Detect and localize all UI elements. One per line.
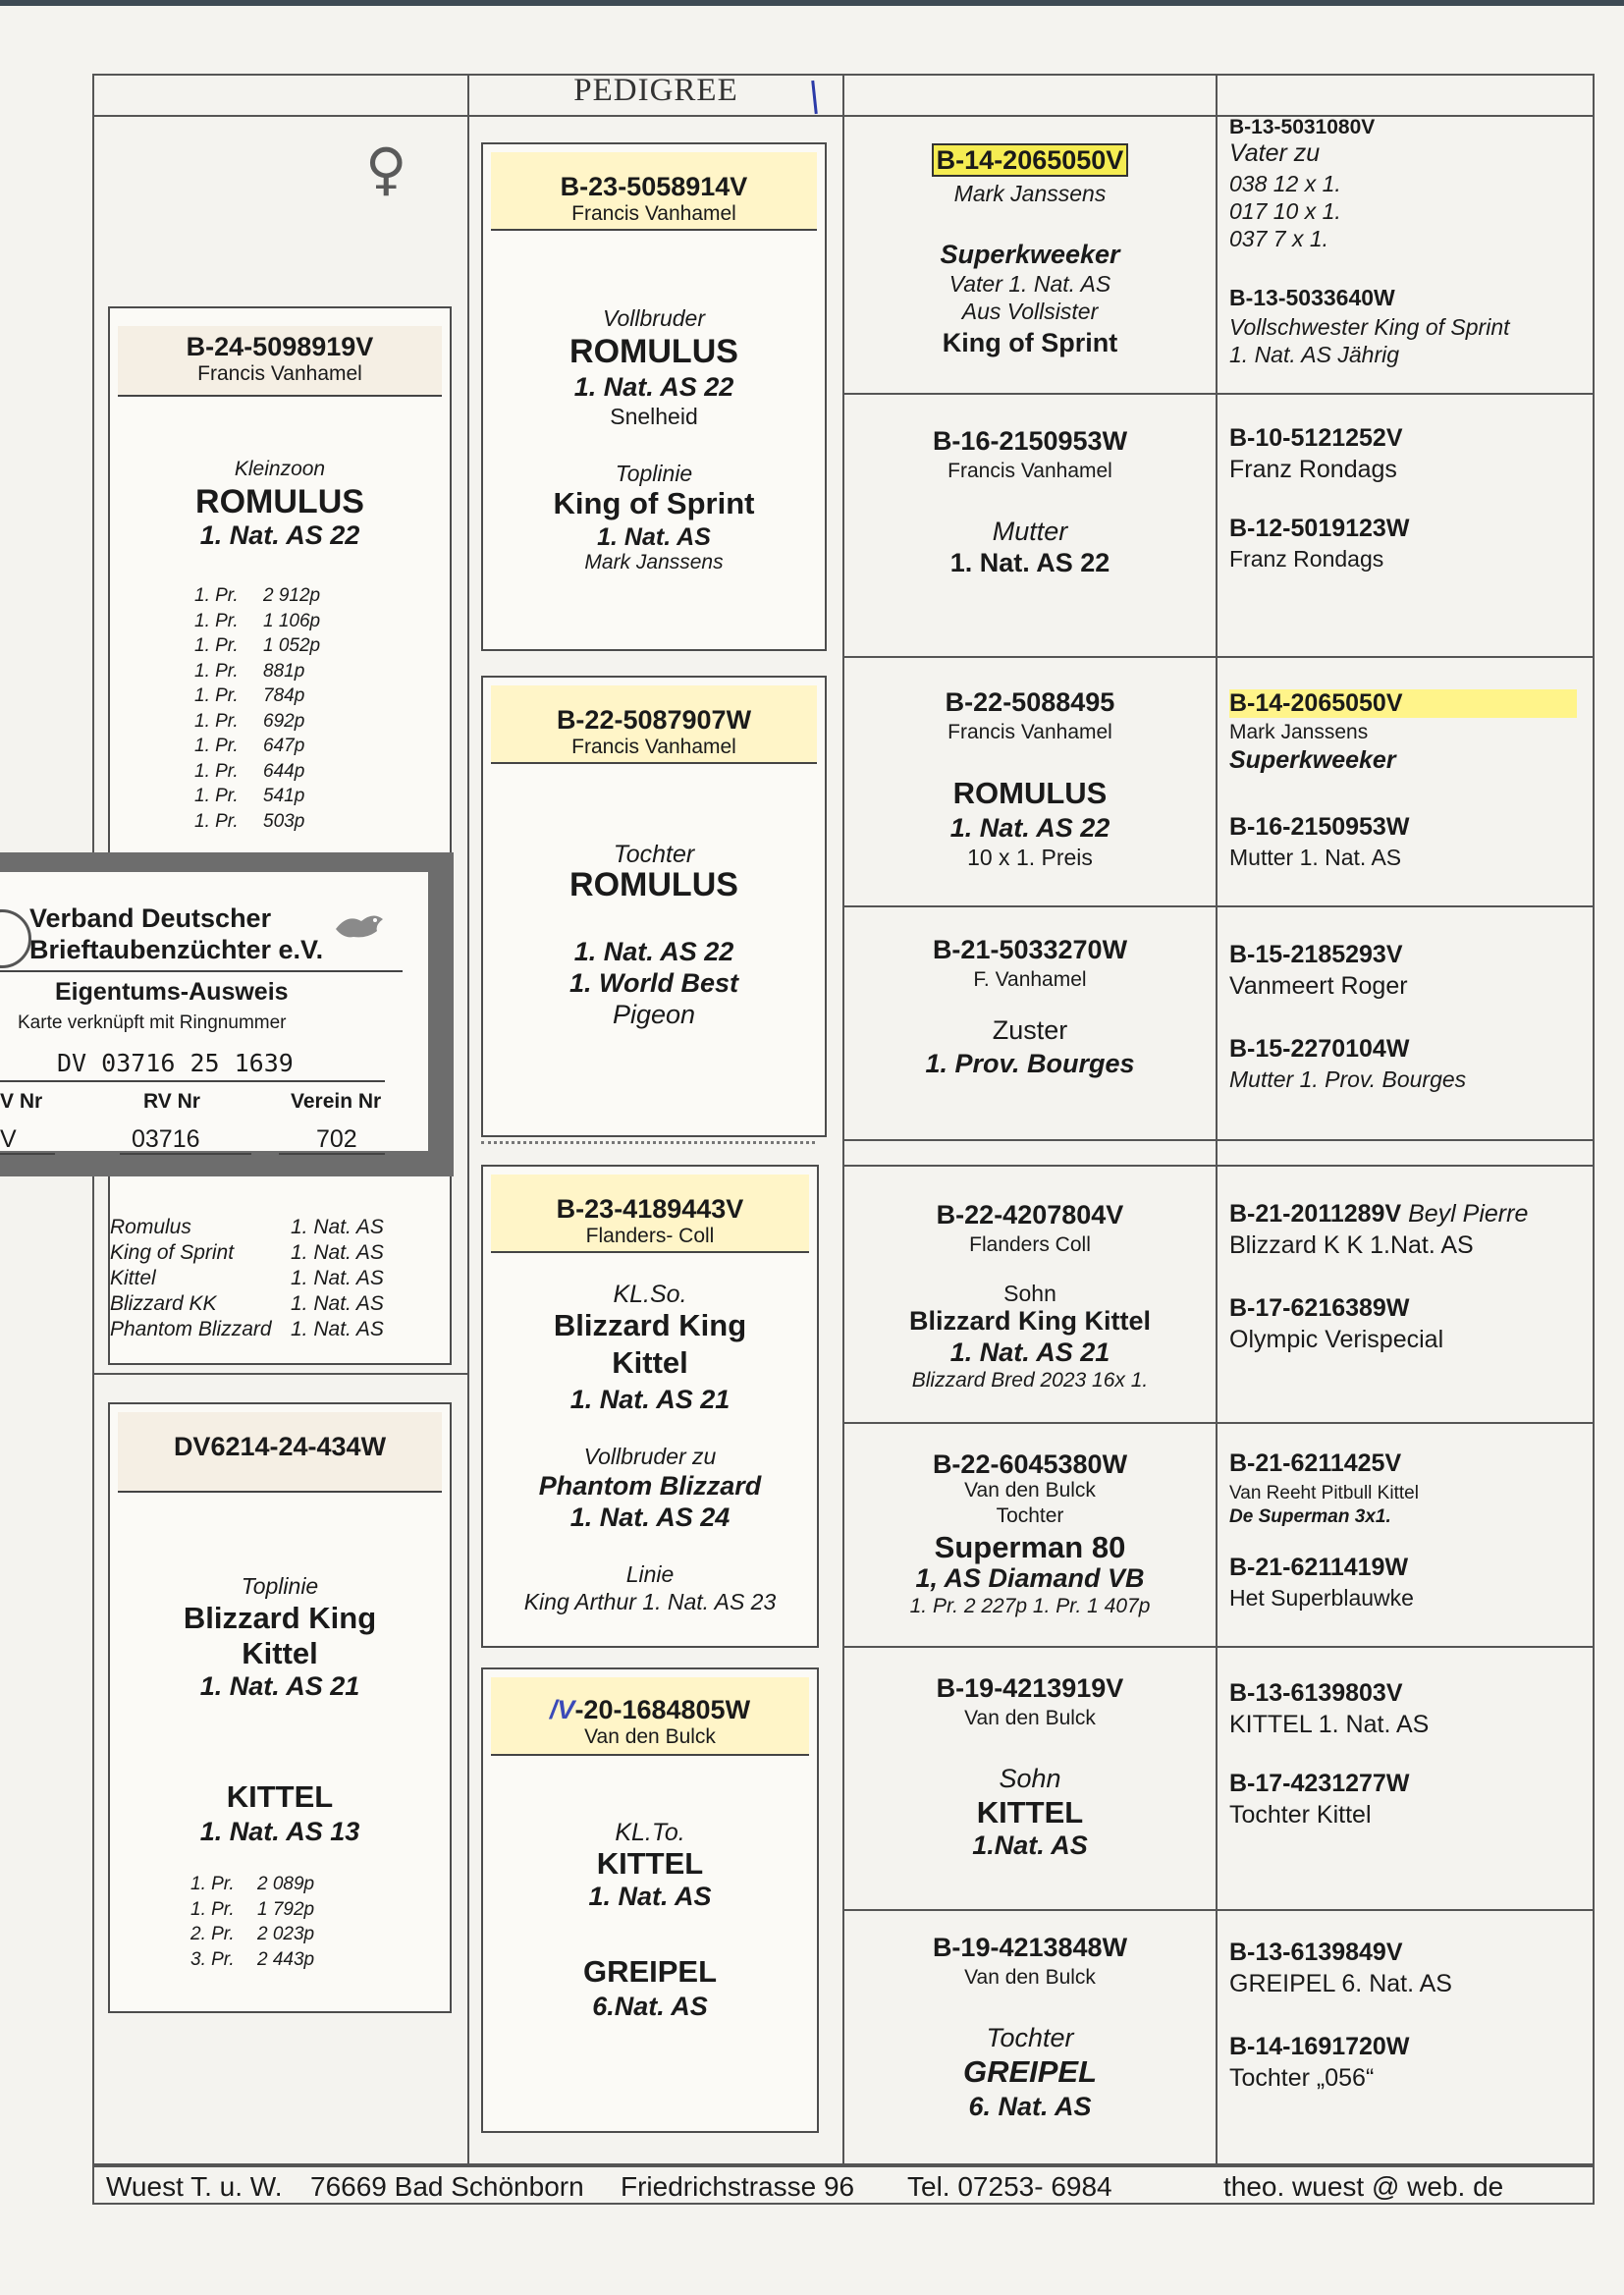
card-rule xyxy=(0,1153,55,1155)
pigeon-note: De Superman 3x1. xyxy=(1229,1506,1391,1527)
breeder-street: Friedrichstrasse 96 xyxy=(621,2171,855,2202)
pigeon-title: 1, AS Diamand VB xyxy=(915,1563,1145,1593)
pigeon-name: Superman 80 xyxy=(934,1530,1126,1564)
ancestor-value: 1. Nat. AS xyxy=(291,1318,384,1340)
prize-value: 692p xyxy=(263,710,305,732)
pigeon-title: 1. Nat. AS 22 xyxy=(949,548,1110,577)
prize-label: 1. Pr. xyxy=(190,1874,235,1894)
relation-label: Tochter xyxy=(613,841,695,868)
ancestor-value: 1. Nat. AS xyxy=(291,1292,384,1315)
relation-label: Vollschwester King of Sprint xyxy=(1229,314,1510,340)
pigeon-title: 1. Nat. AS 21 xyxy=(949,1338,1110,1367)
pigeon-name: Blizzard King xyxy=(553,1308,747,1342)
prize-value: 1 792p xyxy=(257,1898,315,1920)
pigeon-prizes: 1. Pr. 2 227p 1. Pr. 1 407p xyxy=(909,1595,1151,1617)
ring-number: B-21-2011289V xyxy=(1229,1200,1402,1228)
ring-number: B-15-2185293V xyxy=(1229,941,1403,968)
ancestor-name: KITTEL xyxy=(226,1779,334,1814)
relation-label: Vollbruder zu xyxy=(583,1444,717,1469)
pigeon-name: Blizzard King xyxy=(183,1601,377,1635)
ring-number: B-23-5058914V xyxy=(560,172,748,201)
relation-label: Mutter xyxy=(992,517,1068,546)
ring-number: B-10-5121252V xyxy=(1229,424,1403,452)
card-ring-number: DV 03716 25 1639 xyxy=(57,1049,294,1077)
pigeon-title: GREIPEL 6. Nat. AS xyxy=(1229,1970,1452,1997)
pigeon-name: GREIPEL xyxy=(962,2054,1098,2089)
ring-number: B-19-4213848W xyxy=(932,1933,1128,1962)
row-divider xyxy=(842,1165,1595,1167)
offspring-record: 037 7 x 1. xyxy=(1229,226,1329,251)
pigeon-title: 1. Nat. AS 21 xyxy=(199,1671,360,1701)
ancestor-value: 1. Nat. AS xyxy=(291,1267,384,1289)
ancestor-label: Blizzard KK xyxy=(110,1292,217,1315)
ancestor-name: KITTEL xyxy=(596,1846,704,1881)
owner-name: Vanmeert Roger xyxy=(1229,972,1408,1000)
ring-number: B-22-5088495 xyxy=(945,687,1115,717)
card-note: Karte verknüpft mit Ringnummer xyxy=(18,1012,287,1033)
pigeon-note: Superkweeker xyxy=(1229,746,1396,774)
relation-label: KL.To. xyxy=(615,1819,685,1846)
ring-number: B-12-5019123W xyxy=(1229,515,1410,542)
owner-name: Francis Vanhamel xyxy=(571,736,736,758)
highlighted-ring: B-14-2065050V xyxy=(1229,689,1577,718)
card-rule xyxy=(120,1153,251,1155)
owner-name: Van den Bulck xyxy=(964,1966,1096,1989)
row-divider xyxy=(842,1422,1595,1424)
pigeon-note: Vater 1. Nat. AS xyxy=(948,271,1111,297)
ancestor-title: 1. Nat. AS xyxy=(588,1882,712,1911)
ring-number: B-16-2150953W xyxy=(932,426,1128,456)
ancestor-label: Phantom Blizzard xyxy=(110,1318,272,1340)
row-divider xyxy=(842,1909,1595,1911)
sire-dam-box xyxy=(481,676,827,1137)
ancestor-name: GREIPEL xyxy=(582,1954,718,1989)
ancestor-name: King of Sprint xyxy=(553,486,755,520)
owner-name: Van den Bulck xyxy=(964,1479,1096,1502)
prize-value: 2 443p xyxy=(257,1948,315,1970)
relation-label: Sohn xyxy=(1003,1281,1056,1306)
ring-number: B-14-1691720W xyxy=(1229,2033,1410,2060)
prize-value: 2 089p xyxy=(257,1874,315,1894)
prize-label: 1. Pr. xyxy=(194,685,239,706)
breeder-email: theo. wuest @ web. de xyxy=(1223,2171,1504,2202)
pigeon-name: Kittel xyxy=(612,1345,688,1380)
card-document-type: Eigentums-Ausweis xyxy=(55,978,289,1006)
owner-name: Van den Bulck xyxy=(584,1725,716,1748)
ring-number: B-24-5098919V xyxy=(186,332,374,361)
relation-label: Linie xyxy=(625,1561,675,1587)
ring-number: B-16-2150953W xyxy=(1229,813,1410,841)
prize-value: 541p xyxy=(263,786,305,806)
prize-value: 644p xyxy=(263,760,305,782)
pigeon-name: Tochter „056“ xyxy=(1229,2064,1375,2092)
relation-label: Tochter xyxy=(986,2023,1074,2052)
breeder-phone: Tel. 07253- 6984 xyxy=(907,2171,1112,2202)
ancestor-title: 1. Nat. AS 13 xyxy=(199,1817,360,1846)
owner-name: Mark Janssens xyxy=(953,181,1107,206)
card-value-v-nr: V xyxy=(0,1125,17,1153)
pigeon-name: Olympic Verispecial xyxy=(1229,1326,1444,1353)
owner-name: Mark Janssens xyxy=(1229,721,1369,743)
pigeon-title: 1. World Best xyxy=(568,968,739,998)
owner-name: F. Vanhamel xyxy=(973,968,1087,991)
ring-number: B-13-6139803V xyxy=(1229,1679,1403,1707)
association-logo-icon xyxy=(0,909,31,968)
card-value-rv-nr: 03716 xyxy=(132,1125,200,1153)
ring-number: B-17-6216389W xyxy=(1229,1294,1410,1322)
box-header xyxy=(118,326,442,397)
pigeon-name: Kittel xyxy=(242,1636,318,1670)
dam-box xyxy=(108,1402,452,2013)
ring-number: DV6214-24-434W xyxy=(173,1432,387,1461)
prize-label: 3. Pr. xyxy=(190,1948,235,1970)
pigeon-title: 1. Nat. AS 22 xyxy=(573,937,734,966)
pigeon-title: Mutter 1. Prov. Bourges xyxy=(1229,1066,1467,1092)
ring-number: B-19-4213919V xyxy=(936,1673,1124,1703)
breeder-footer xyxy=(92,2165,1595,2205)
breeder-city: 76669 Bad Schönborn xyxy=(310,2171,584,2202)
ring-number: B-21-6211425V xyxy=(1229,1449,1402,1477)
owner-name: Francis Vanhamel xyxy=(947,460,1112,482)
ancestor-value: 1. Nat. AS xyxy=(291,1216,384,1238)
ring-number: B-22-5087907W xyxy=(556,705,752,735)
pigeon-title: KITTEL 1. Nat. AS xyxy=(1229,1711,1430,1738)
relation-label: Sohn xyxy=(999,1764,1061,1793)
box-header xyxy=(491,1175,809,1253)
box-header xyxy=(491,1677,809,1756)
subject-pigeon-box xyxy=(108,306,452,1365)
ring-number: B-22-6045380W xyxy=(932,1449,1128,1479)
prize-value: 1 106p xyxy=(263,610,321,631)
card-value-verein-nr: 702 xyxy=(316,1125,357,1153)
prize-label: 2. Pr. xyxy=(190,1924,235,1944)
ring-number: B-15-2270104W xyxy=(1229,1035,1410,1063)
offspring-record: 017 10 x 1. xyxy=(1229,198,1341,224)
prize-value: 503p xyxy=(263,810,305,832)
ancestor-name: Phantom Blizzard xyxy=(538,1471,762,1501)
sire-box xyxy=(481,142,827,651)
pigeon-title: Mutter 1. Nat. AS xyxy=(1229,845,1402,870)
highlighted-ring: B-14-2065050V xyxy=(932,143,1129,177)
row-divider xyxy=(92,1373,467,1375)
breeder-name: Wuest T. u. W. xyxy=(106,2171,283,2202)
pigeon-name: ROMULUS xyxy=(569,866,738,903)
prize-label: 1. Pr. xyxy=(194,610,239,631)
card-rule xyxy=(279,1153,385,1155)
owner-name: Francis Vanhamel xyxy=(197,362,362,385)
prize-value: 1 052p xyxy=(263,635,321,656)
owner-name: Van den Bulck xyxy=(964,1707,1096,1729)
pigeon-title: 1.Nat. AS xyxy=(972,1831,1088,1860)
ring-number-text: -20-1684805W xyxy=(574,1695,751,1724)
card-rule xyxy=(0,1080,385,1082)
pigeon-name: Van Reeht Pitbull Kittel xyxy=(1229,1483,1419,1503)
owner-name: Franz Rondags xyxy=(1229,456,1397,483)
owner-name: Flanders- Coll xyxy=(585,1225,715,1247)
card-label-verein-nr: Verein Nr xyxy=(291,1090,382,1113)
prize-value: 784p xyxy=(263,685,305,706)
dam-sire-box xyxy=(481,1165,819,1648)
card-rule xyxy=(0,970,403,972)
ring-number: B-17-4231277W xyxy=(1229,1770,1410,1797)
prize-value: 2 912p xyxy=(263,585,321,606)
relation-label: Vater zu xyxy=(1229,139,1321,167)
prize-label: 1. Pr. xyxy=(194,810,239,832)
ring-with-owner xyxy=(1229,1200,1528,1229)
pigeon-name: KITTEL xyxy=(976,1795,1084,1830)
ring-number: B-21-6211419W xyxy=(1229,1554,1409,1581)
prize-value: 647p xyxy=(263,736,305,756)
column-divider xyxy=(467,74,469,2165)
prize-label: 1. Pr. xyxy=(194,660,239,682)
page-title: PEDIGREE xyxy=(573,73,738,108)
ring-number: B-13-5031080V xyxy=(1229,116,1376,138)
pigeon-note: Snelheid xyxy=(610,404,698,429)
pigeon-note: 10 x 1. Preis xyxy=(967,845,1093,870)
prize-label: 1. Pr. xyxy=(194,710,239,732)
pigeon-icon xyxy=(332,909,387,945)
prize-label: 1. Pr. xyxy=(194,736,239,756)
pigeon-name: King of Sprint xyxy=(942,328,1118,357)
pigeon-name: Het Superblauwke xyxy=(1229,1585,1414,1611)
card-org-line2: Brieftaubenzüchter e.V. xyxy=(29,935,324,964)
card-label-v-nr: V Nr xyxy=(0,1090,43,1113)
ring-number: B-23-4189443V xyxy=(556,1194,744,1224)
pigeon-title: 6. Nat. AS xyxy=(968,2092,1092,2121)
ancestor-title: 6.Nat. AS xyxy=(592,1992,708,2021)
dam-dam-box xyxy=(481,1667,819,2133)
scan-top-edge xyxy=(0,0,1624,6)
ancestor-label: King of Sprint xyxy=(110,1241,235,1264)
pigeon-title: 1. Prov. Bourges xyxy=(925,1049,1135,1078)
ring-number: B-13-6139849V xyxy=(1229,1939,1403,1966)
pigeon-title: Pigeon xyxy=(612,1000,696,1029)
prize-value: 2 023p xyxy=(257,1924,315,1944)
ring-number xyxy=(844,145,1216,176)
owner-name: Flanders Coll xyxy=(969,1233,1091,1256)
prize-label: 1. Pr. xyxy=(194,585,239,606)
ring-number xyxy=(491,1695,809,1725)
pigeon-note: Blizzard Bred 2023 16x 1. xyxy=(911,1369,1149,1392)
prize-label: 1. Pr. xyxy=(194,635,239,656)
pigeon-title: 1. Nat. AS 21 xyxy=(569,1385,731,1414)
pigeon-note: Superkweeker xyxy=(940,240,1120,269)
relation-label: Zuster xyxy=(992,1015,1068,1045)
card-body xyxy=(0,872,428,1151)
pigeon-name: Blizzard King Kittel xyxy=(908,1306,1151,1336)
pigeon-title: 1. Nat. AS 22 xyxy=(949,813,1110,843)
row-divider xyxy=(842,1646,1595,1648)
owner-name: Francis Vanhamel xyxy=(947,721,1112,743)
pigeon-title: 1. Nat. AS 22 xyxy=(573,372,734,402)
pigeon-name: ROMULUS xyxy=(569,333,738,370)
card-org-line1: Verband Deutscher xyxy=(29,903,272,933)
box-header xyxy=(118,1412,442,1493)
ancestor-owner: Mark Janssens xyxy=(584,551,724,574)
offspring-record: 038 12 x 1. xyxy=(1229,171,1341,196)
owner-name: Beyl Pierre xyxy=(1408,1200,1529,1228)
ancestor-label: Romulus xyxy=(110,1216,191,1238)
relation-label: Vollbruder xyxy=(603,305,705,331)
relation-label: Toplinie xyxy=(615,461,693,486)
row-divider xyxy=(842,656,1595,658)
owner-name: Francis Vanhamel xyxy=(571,202,736,225)
ancestor-label: Kittel xyxy=(110,1267,156,1289)
ownership-card xyxy=(0,852,454,1176)
column-divider xyxy=(1216,74,1218,2165)
prize-label: 1. Pr. xyxy=(194,786,239,806)
relation-label: Tochter xyxy=(996,1504,1064,1527)
ring-number: B-22-4207804V xyxy=(936,1200,1124,1229)
ancestor-value: 1. Nat. AS xyxy=(291,1241,384,1264)
dotted-separator xyxy=(481,1141,815,1144)
box-header xyxy=(491,152,817,231)
ancestor-title: 1. Nat. AS 24 xyxy=(569,1503,731,1532)
pigeon-title: 1. Nat. AS 22 xyxy=(199,520,360,550)
pigeon-name: ROMULUS xyxy=(952,776,1108,810)
prize-value: 881p xyxy=(263,660,305,682)
relation-label: Toplinie xyxy=(241,1573,319,1599)
ring-number: B-21-5033270W xyxy=(932,935,1128,964)
pigeon-name: Tochter Kittel xyxy=(1229,1801,1372,1829)
ancestor-line: King Arthur 1. Nat. AS 23 xyxy=(523,1589,777,1614)
pigeon-name: ROMULUS xyxy=(195,483,364,520)
row-divider xyxy=(842,905,1595,907)
pigeon-title: 1. Nat. AS Jährig xyxy=(1229,342,1400,367)
card-label-rv-nr: RV Nr xyxy=(143,1090,200,1113)
prize-label: 1. Pr. xyxy=(194,760,239,782)
box-header xyxy=(491,685,817,764)
row-divider xyxy=(842,393,1595,395)
owner-name: Franz Rondags xyxy=(1229,546,1384,572)
prize-label: 1. Pr. xyxy=(190,1898,235,1920)
female-symbol-icon: ♀ xyxy=(365,136,407,202)
relation-label: KL.So. xyxy=(613,1281,687,1308)
ancestor-title: 1. Nat. AS xyxy=(597,523,711,551)
pigeon-title: Blizzard K K 1.Nat. AS xyxy=(1229,1231,1474,1259)
ring-number: B-13-5033640W xyxy=(1229,285,1395,310)
pigeon-note: Aus Vollsister xyxy=(961,299,1099,324)
relation-label: Kleinzoon xyxy=(234,458,326,480)
handwritten-correction: /V xyxy=(549,1695,575,1724)
row-divider xyxy=(842,1139,1595,1141)
